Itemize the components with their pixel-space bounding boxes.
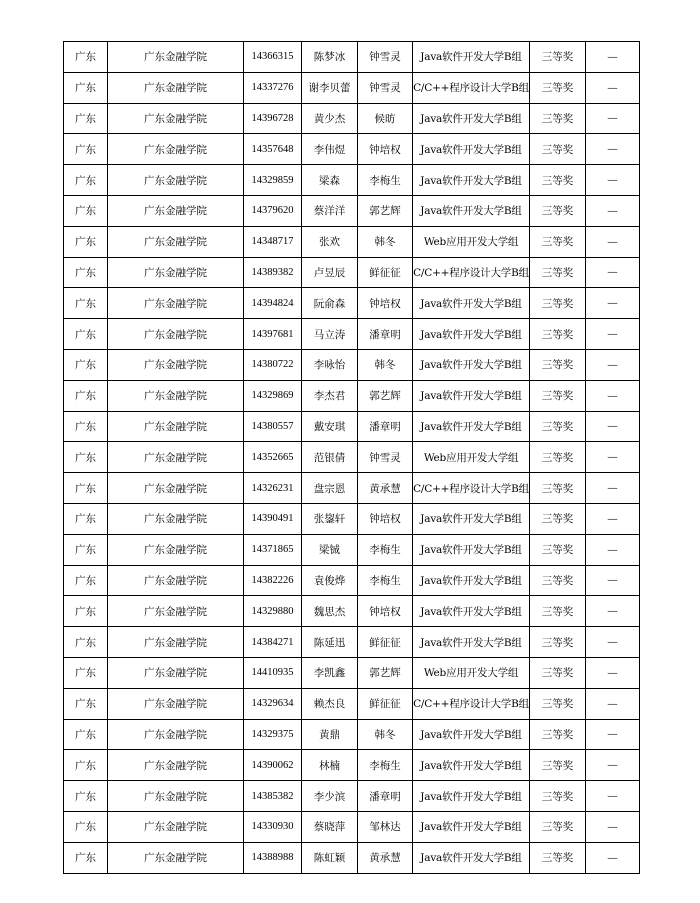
cell-contestant-id: 14380557 [244,411,302,442]
cell-province: 广东 [64,103,108,134]
cell-competition-group: Java软件开发大学B组 [413,165,530,196]
cell-province: 广东 [64,688,108,719]
cell-note: — [586,226,640,257]
cell-school: 广东金融学院 [108,534,244,565]
cell-contestant-id: 14329634 [244,688,302,719]
cell-note: — [586,750,640,781]
cell-competition-group: Java软件开发大学B组 [413,811,530,842]
cell-award-level: 三等奖 [530,442,586,473]
cell-note: — [586,719,640,750]
cell-competition-group: C/C++程序设计大学B组 [413,688,530,719]
cell-school: 广东金融学院 [108,503,244,534]
cell-award-level: 三等奖 [530,627,586,658]
cell-competition-group: Web应用开发大学组 [413,442,530,473]
cell-note: — [586,688,640,719]
cell-note: — [586,781,640,812]
table-row [64,781,640,812]
table-row [64,380,640,411]
cell-student-name: 李凯鑫 [302,657,358,688]
cell-competition-group: Java软件开发大学B组 [413,596,530,627]
table-row [64,319,640,350]
cell-award-level: 三等奖 [530,657,586,688]
cell-student-name: 黄少杰 [302,103,358,134]
table-row [64,750,640,781]
cell-note: — [586,257,640,288]
table-row [64,288,640,319]
cell-school: 广东金融学院 [108,565,244,596]
cell-competition-group: Java软件开发大学B组 [413,349,530,380]
cell-contestant-id: 14380722 [244,349,302,380]
cell-province: 广东 [64,42,108,73]
cell-contestant-id: 14366315 [244,42,302,73]
table-row [64,42,640,73]
cell-award-level: 三等奖 [530,503,586,534]
cell-note: — [586,473,640,504]
cell-note: — [586,103,640,134]
cell-competition-group: Java软件开发大学B组 [413,750,530,781]
cell-school: 广东金融学院 [108,380,244,411]
cell-advisor-name: 韩冬 [358,226,413,257]
cell-contestant-id: 14394824 [244,288,302,319]
cell-province: 广东 [64,195,108,226]
cell-contestant-id: 14326231 [244,473,302,504]
cell-note: — [586,319,640,350]
cell-competition-group: Java软件开发大学B组 [413,781,530,812]
cell-school: 广东金融学院 [108,165,244,196]
cell-contestant-id: 14389382 [244,257,302,288]
cell-student-name: 陈虹颖 [302,842,358,873]
cell-contestant-id: 14410935 [244,657,302,688]
cell-province: 广东 [64,781,108,812]
cell-advisor-name: 鲜征征 [358,627,413,658]
cell-province: 广东 [64,503,108,534]
cell-student-name: 阮俞森 [302,288,358,319]
cell-school: 广东金融学院 [108,288,244,319]
cell-school: 广东金融学院 [108,719,244,750]
cell-school: 广东金融学院 [108,657,244,688]
cell-student-name: 梁铖 [302,534,358,565]
cell-competition-group: Java软件开发大学B组 [413,103,530,134]
table-row [64,411,640,442]
table-row [64,565,640,596]
table-row [64,657,640,688]
table-row [64,596,640,627]
table-row [64,627,640,658]
cell-school: 广东金融学院 [108,226,244,257]
cell-student-name: 陈延迅 [302,627,358,658]
cell-advisor-name: 潘章明 [358,781,413,812]
cell-province: 广东 [64,534,108,565]
cell-advisor-name: 潘章明 [358,319,413,350]
cell-advisor-name: 鲜征征 [358,257,413,288]
cell-school: 广东金融学院 [108,319,244,350]
cell-school: 广东金融学院 [108,842,244,873]
table-row [64,72,640,103]
cell-competition-group: Java软件开发大学B组 [413,195,530,226]
cell-note: — [586,42,640,73]
cell-student-name: 魏思杰 [302,596,358,627]
cell-province: 广东 [64,811,108,842]
cell-award-level: 三等奖 [530,72,586,103]
cell-competition-group: Java软件开发大学B组 [413,380,530,411]
cell-award-level: 三等奖 [530,288,586,319]
cell-school: 广东金融学院 [108,811,244,842]
cell-note: — [586,411,640,442]
cell-award-level: 三等奖 [530,103,586,134]
cell-student-name: 梁森 [302,165,358,196]
cell-province: 广东 [64,596,108,627]
cell-student-name: 蔡洋洋 [302,195,358,226]
cell-contestant-id: 14329859 [244,165,302,196]
cell-advisor-name: 郭艺辉 [358,380,413,411]
cell-competition-group: Java软件开发大学B组 [413,42,530,73]
cell-award-level: 三等奖 [530,534,586,565]
table-row [64,165,640,196]
cell-student-name: 蔡晓萍 [302,811,358,842]
cell-province: 广东 [64,842,108,873]
cell-province: 广东 [64,257,108,288]
cell-award-level: 三等奖 [530,411,586,442]
cell-competition-group: Java软件开发大学B组 [413,842,530,873]
cell-province: 广东 [64,349,108,380]
cell-competition-group: Java软件开发大学B组 [413,411,530,442]
cell-competition-group: Java软件开发大学B组 [413,719,530,750]
cell-province: 广东 [64,719,108,750]
cell-school: 广东金融学院 [108,473,244,504]
cell-contestant-id: 14382226 [244,565,302,596]
cell-note: — [586,72,640,103]
cell-school: 广东金融学院 [108,411,244,442]
cell-competition-group: Java软件开发大学B组 [413,134,530,165]
table-row [64,226,640,257]
cell-note: — [586,565,640,596]
cell-advisor-name: 钟雪灵 [358,72,413,103]
cell-advisor-name: 邹林达 [358,811,413,842]
cell-award-level: 三等奖 [530,349,586,380]
cell-advisor-name: 黄承慧 [358,842,413,873]
cell-student-name: 陈梦冰 [302,42,358,73]
cell-advisor-name: 潘章明 [358,411,413,442]
cell-award-level: 三等奖 [530,781,586,812]
cell-school: 广东金融学院 [108,596,244,627]
cell-province: 广东 [64,565,108,596]
cell-competition-group: C/C++程序设计大学B组 [413,473,530,504]
cell-award-level: 三等奖 [530,473,586,504]
cell-award-level: 三等奖 [530,195,586,226]
cell-advisor-name: 郭艺辉 [358,657,413,688]
cell-contestant-id: 14385382 [244,781,302,812]
cell-competition-group: Java软件开发大学B组 [413,565,530,596]
cell-contestant-id: 14390062 [244,750,302,781]
cell-student-name: 赖杰良 [302,688,358,719]
table-row [64,442,640,473]
cell-advisor-name: 李梅生 [358,750,413,781]
cell-contestant-id: 14348717 [244,226,302,257]
cell-student-name: 戴安琪 [302,411,358,442]
cell-note: — [586,195,640,226]
cell-competition-group: Java软件开发大学B组 [413,627,530,658]
cell-note: — [586,165,640,196]
cell-award-level: 三等奖 [530,257,586,288]
cell-contestant-id: 14329869 [244,380,302,411]
cell-contestant-id: 14396728 [244,103,302,134]
cell-competition-group: Java软件开发大学B组 [413,534,530,565]
table-row [64,503,640,534]
cell-competition-group: C/C++程序设计大学B组 [413,257,530,288]
cell-note: — [586,380,640,411]
cell-advisor-name: 李梅生 [358,534,413,565]
table-row [64,473,640,504]
cell-school: 广东金融学院 [108,349,244,380]
cell-student-name: 李咏怡 [302,349,358,380]
cell-note: — [586,627,640,658]
cell-student-name: 盘宗恩 [302,473,358,504]
cell-advisor-name: 钟培权 [358,596,413,627]
cell-note: — [586,811,640,842]
cell-award-level: 三等奖 [530,226,586,257]
cell-school: 广东金融学院 [108,442,244,473]
cell-contestant-id: 14379620 [244,195,302,226]
cell-province: 广东 [64,380,108,411]
cell-school: 广东金融学院 [108,257,244,288]
cell-contestant-id: 14330930 [244,811,302,842]
cell-note: — [586,349,640,380]
cell-competition-group: C/C++程序设计大学B组 [413,72,530,103]
cell-province: 广东 [64,750,108,781]
cell-contestant-id: 14388988 [244,842,302,873]
table-row [64,195,640,226]
cell-advisor-name: 韩冬 [358,719,413,750]
table-row [64,719,640,750]
cell-award-level: 三等奖 [530,165,586,196]
cell-note: — [586,442,640,473]
cell-note: — [586,534,640,565]
cell-province: 广东 [64,226,108,257]
cell-competition-group: Web应用开发大学组 [413,657,530,688]
cell-award-level: 三等奖 [530,380,586,411]
table-row [64,688,640,719]
cell-school: 广东金融学院 [108,42,244,73]
cell-note: — [586,596,640,627]
table-body [64,42,640,874]
cell-advisor-name: 候昉 [358,103,413,134]
cell-award-level: 三等奖 [530,565,586,596]
cell-province: 广东 [64,473,108,504]
cell-advisor-name: 韩冬 [358,349,413,380]
cell-school: 广东金融学院 [108,195,244,226]
cell-competition-group: Java软件开发大学B组 [413,319,530,350]
cell-advisor-name: 黄承慧 [358,473,413,504]
table-row [64,134,640,165]
table-row [64,842,640,873]
cell-student-name: 李杰君 [302,380,358,411]
cell-province: 广东 [64,72,108,103]
cell-school: 广东金融学院 [108,134,244,165]
cell-competition-group: Java软件开发大学B组 [413,288,530,319]
cell-province: 广东 [64,319,108,350]
cell-contestant-id: 14352665 [244,442,302,473]
cell-student-name: 李伟煜 [302,134,358,165]
cell-competition-group: Java软件开发大学B组 [413,503,530,534]
cell-contestant-id: 14329880 [244,596,302,627]
cell-award-level: 三等奖 [530,134,586,165]
cell-student-name: 袁俊烨 [302,565,358,596]
cell-province: 广东 [64,134,108,165]
table-row [64,257,640,288]
cell-award-level: 三等奖 [530,750,586,781]
cell-award-level: 三等奖 [530,842,586,873]
cell-note: — [586,288,640,319]
cell-province: 广东 [64,627,108,658]
cell-school: 广东金融学院 [108,781,244,812]
cell-school: 广东金融学院 [108,103,244,134]
cell-award-level: 三等奖 [530,811,586,842]
cell-contestant-id: 14390491 [244,503,302,534]
cell-advisor-name: 鲜征征 [358,688,413,719]
cell-note: — [586,134,640,165]
cell-school: 广东金融学院 [108,627,244,658]
award-results-table [63,41,640,874]
cell-student-name: 范银倩 [302,442,358,473]
cell-school: 广东金融学院 [108,750,244,781]
cell-award-level: 三等奖 [530,688,586,719]
cell-award-level: 三等奖 [530,719,586,750]
cell-advisor-name: 钟培权 [358,503,413,534]
table-row [64,103,640,134]
cell-province: 广东 [64,411,108,442]
cell-contestant-id: 14384271 [244,627,302,658]
cell-advisor-name: 李梅生 [358,165,413,196]
cell-contestant-id: 14329375 [244,719,302,750]
cell-student-name: 卢昱辰 [302,257,358,288]
cell-student-name: 林楠 [302,750,358,781]
cell-note: — [586,842,640,873]
cell-competition-group: Web应用开发大学组 [413,226,530,257]
cell-advisor-name: 钟雪灵 [358,42,413,73]
cell-province: 广东 [64,442,108,473]
cell-province: 广东 [64,657,108,688]
cell-advisor-name: 郭艺辉 [358,195,413,226]
cell-contestant-id: 14371865 [244,534,302,565]
table-row [64,811,640,842]
cell-student-name: 张鋆轩 [302,503,358,534]
cell-student-name: 谢李贝蕾 [302,72,358,103]
cell-note: — [586,503,640,534]
cell-student-name: 李少滨 [302,781,358,812]
cell-advisor-name: 钟培权 [358,288,413,319]
cell-province: 广东 [64,288,108,319]
cell-contestant-id: 14337276 [244,72,302,103]
cell-contestant-id: 14357648 [244,134,302,165]
cell-award-level: 三等奖 [530,319,586,350]
cell-school: 广东金融学院 [108,72,244,103]
cell-award-level: 三等奖 [530,42,586,73]
cell-contestant-id: 14397681 [244,319,302,350]
cell-student-name: 马立涛 [302,319,358,350]
table-row [64,349,640,380]
cell-advisor-name: 李梅生 [358,565,413,596]
table-row [64,534,640,565]
cell-school: 广东金融学院 [108,688,244,719]
cell-province: 广东 [64,165,108,196]
cell-award-level: 三等奖 [530,596,586,627]
cell-note: — [586,657,640,688]
cell-advisor-name: 钟培权 [358,134,413,165]
cell-student-name: 张欢 [302,226,358,257]
cell-student-name: 黄鼎 [302,719,358,750]
cell-advisor-name: 钟雪灵 [358,442,413,473]
